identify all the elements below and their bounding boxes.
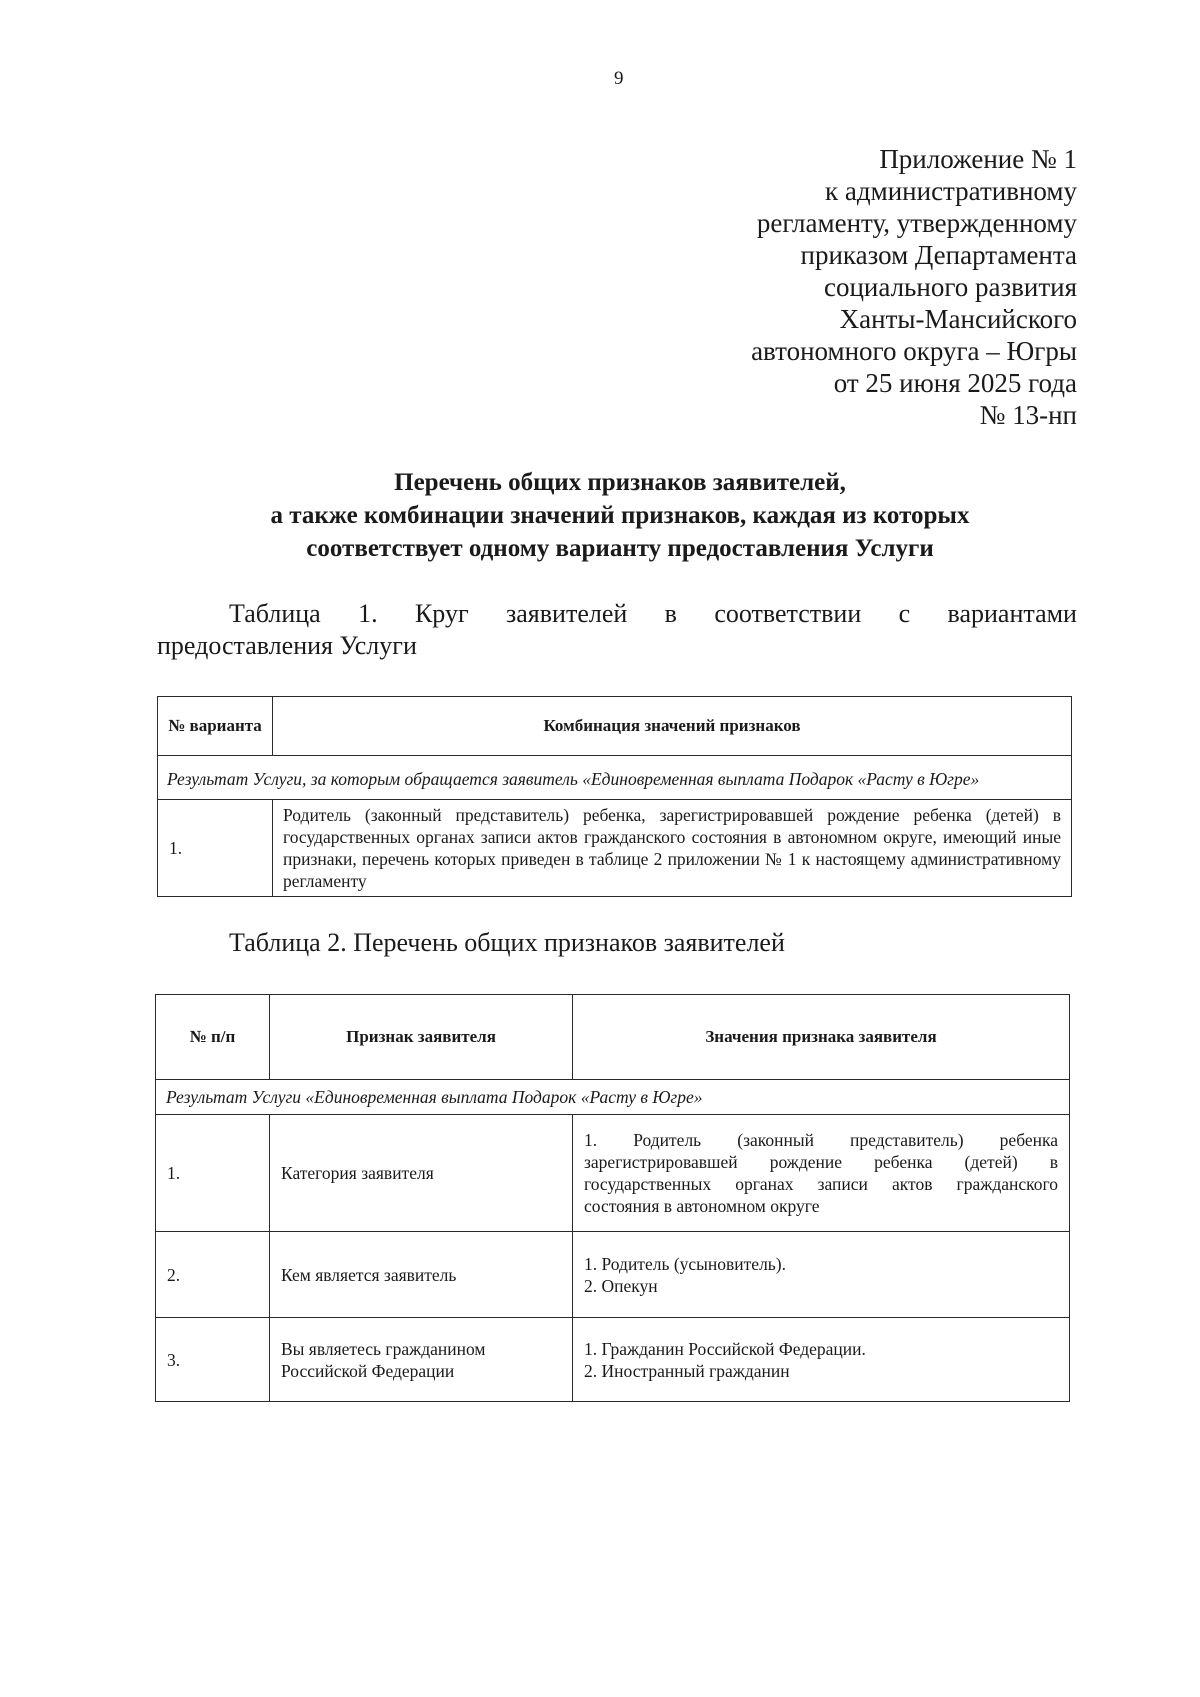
row-feature: Вы являетесь гражданином Российской Федерации xyxy=(270,1318,573,1402)
title-line: а также комбинации значений признаков, каждая из которых xyxy=(270,502,970,529)
row-number: 2. xyxy=(156,1232,270,1318)
appendix-line: регламенту, утвержденному xyxy=(756,208,1077,238)
row-feature: Категория заявителя xyxy=(270,1115,573,1232)
caption-word: соответствии xyxy=(714,599,862,628)
title-line: Перечень общих признаков заявителей, xyxy=(394,469,846,496)
value-line: 2. Иностранный гражданин xyxy=(584,1360,790,1381)
caption-word: 1. xyxy=(358,599,378,628)
table1-caption-line2: предоставления Услуги xyxy=(157,631,417,660)
table-applicant-features xyxy=(155,994,1070,1402)
caption-word: вариантами xyxy=(947,599,1077,628)
table-row xyxy=(158,800,1072,897)
appendix-line: к административному xyxy=(825,176,1077,206)
column-header-combination: Комбинация значений признаков xyxy=(273,697,1072,756)
row-number: 1. xyxy=(156,1115,270,1232)
caption-word: с xyxy=(898,599,911,628)
row-values xyxy=(573,1232,1070,1318)
table-row xyxy=(156,1232,1070,1318)
row-values xyxy=(573,1115,1070,1232)
appendix-line: Приложение № 1 xyxy=(879,144,1077,174)
row-values xyxy=(573,1318,1070,1402)
column-header-feature: Признак заявителя xyxy=(270,995,573,1080)
value-line: 1. Гражданин Российской Федерации. xyxy=(584,1338,866,1359)
table-header-row xyxy=(156,995,1070,1080)
table-header-row xyxy=(158,697,1072,756)
appendix-line: приказом Департамента xyxy=(800,240,1077,270)
appendix-header xyxy=(617,143,1077,431)
page-number: 9 xyxy=(614,68,624,89)
value-line: 1. Родитель (усыновитель). xyxy=(584,1253,786,1274)
appendix-line: от 25 июня 2025 года xyxy=(833,368,1077,398)
column-header-values: Значения признака заявителя xyxy=(573,995,1070,1080)
section-title: Результат Услуги, за которым обращается заявитель «Единовременная выплата Подарок «Расту в Югре» xyxy=(158,756,1072,800)
column-header-number: № п/п xyxy=(156,995,270,1080)
title-line: соответствует одному варианту предоставления Услуги xyxy=(306,535,934,562)
table-row xyxy=(156,1115,1070,1232)
table-variants xyxy=(157,696,1072,897)
row-feature: Кем является заявитель xyxy=(270,1232,573,1318)
document-title xyxy=(150,466,1090,565)
row-number: 3. xyxy=(156,1318,270,1402)
caption-word: заявителей xyxy=(506,599,628,628)
table-section-row xyxy=(158,756,1072,800)
table2-caption: Таблица 2. Перечень общих признаков заявителей xyxy=(229,928,785,957)
appendix-line: автономного округа – Югры xyxy=(751,336,1077,366)
caption-word: Круг xyxy=(414,599,469,628)
appendix-line: Ханты-Мансийского xyxy=(839,304,1077,334)
appendix-line: № 13-нп xyxy=(979,400,1077,430)
value-line: 1. Родитель (законный представитель) ребенка зарегистрировавшей рождение ребенка (детей) в государственных органах записи актов гражданского состояния в автономном округе xyxy=(584,1130,1058,1216)
table-row xyxy=(156,1318,1070,1402)
table1-caption xyxy=(157,598,1077,662)
appendix-line: социального развития xyxy=(823,272,1077,302)
row-combination-text: Родитель (законный представитель) ребенка, зарегистрировавшей рождение ребенка (детей) в государственных органах записи актов гражданского состояния в автономном округе, имеющий иные признаки, перечень которых приведен в таблице 2 приложении № 1 к настоящему административному регламенту xyxy=(273,800,1072,897)
section-title: Результат Услуги «Единовременная выплата Подарок «Расту в Югре» xyxy=(156,1080,1070,1115)
caption-word: Таблица xyxy=(229,599,321,628)
value-line: 2. Опекун xyxy=(584,1275,658,1296)
table-section-row xyxy=(156,1080,1070,1115)
table1-caption-line1 xyxy=(157,598,1077,630)
column-header-number: № варианта xyxy=(158,697,273,756)
caption-word: в xyxy=(664,599,677,628)
row-number: 1. xyxy=(158,800,273,897)
